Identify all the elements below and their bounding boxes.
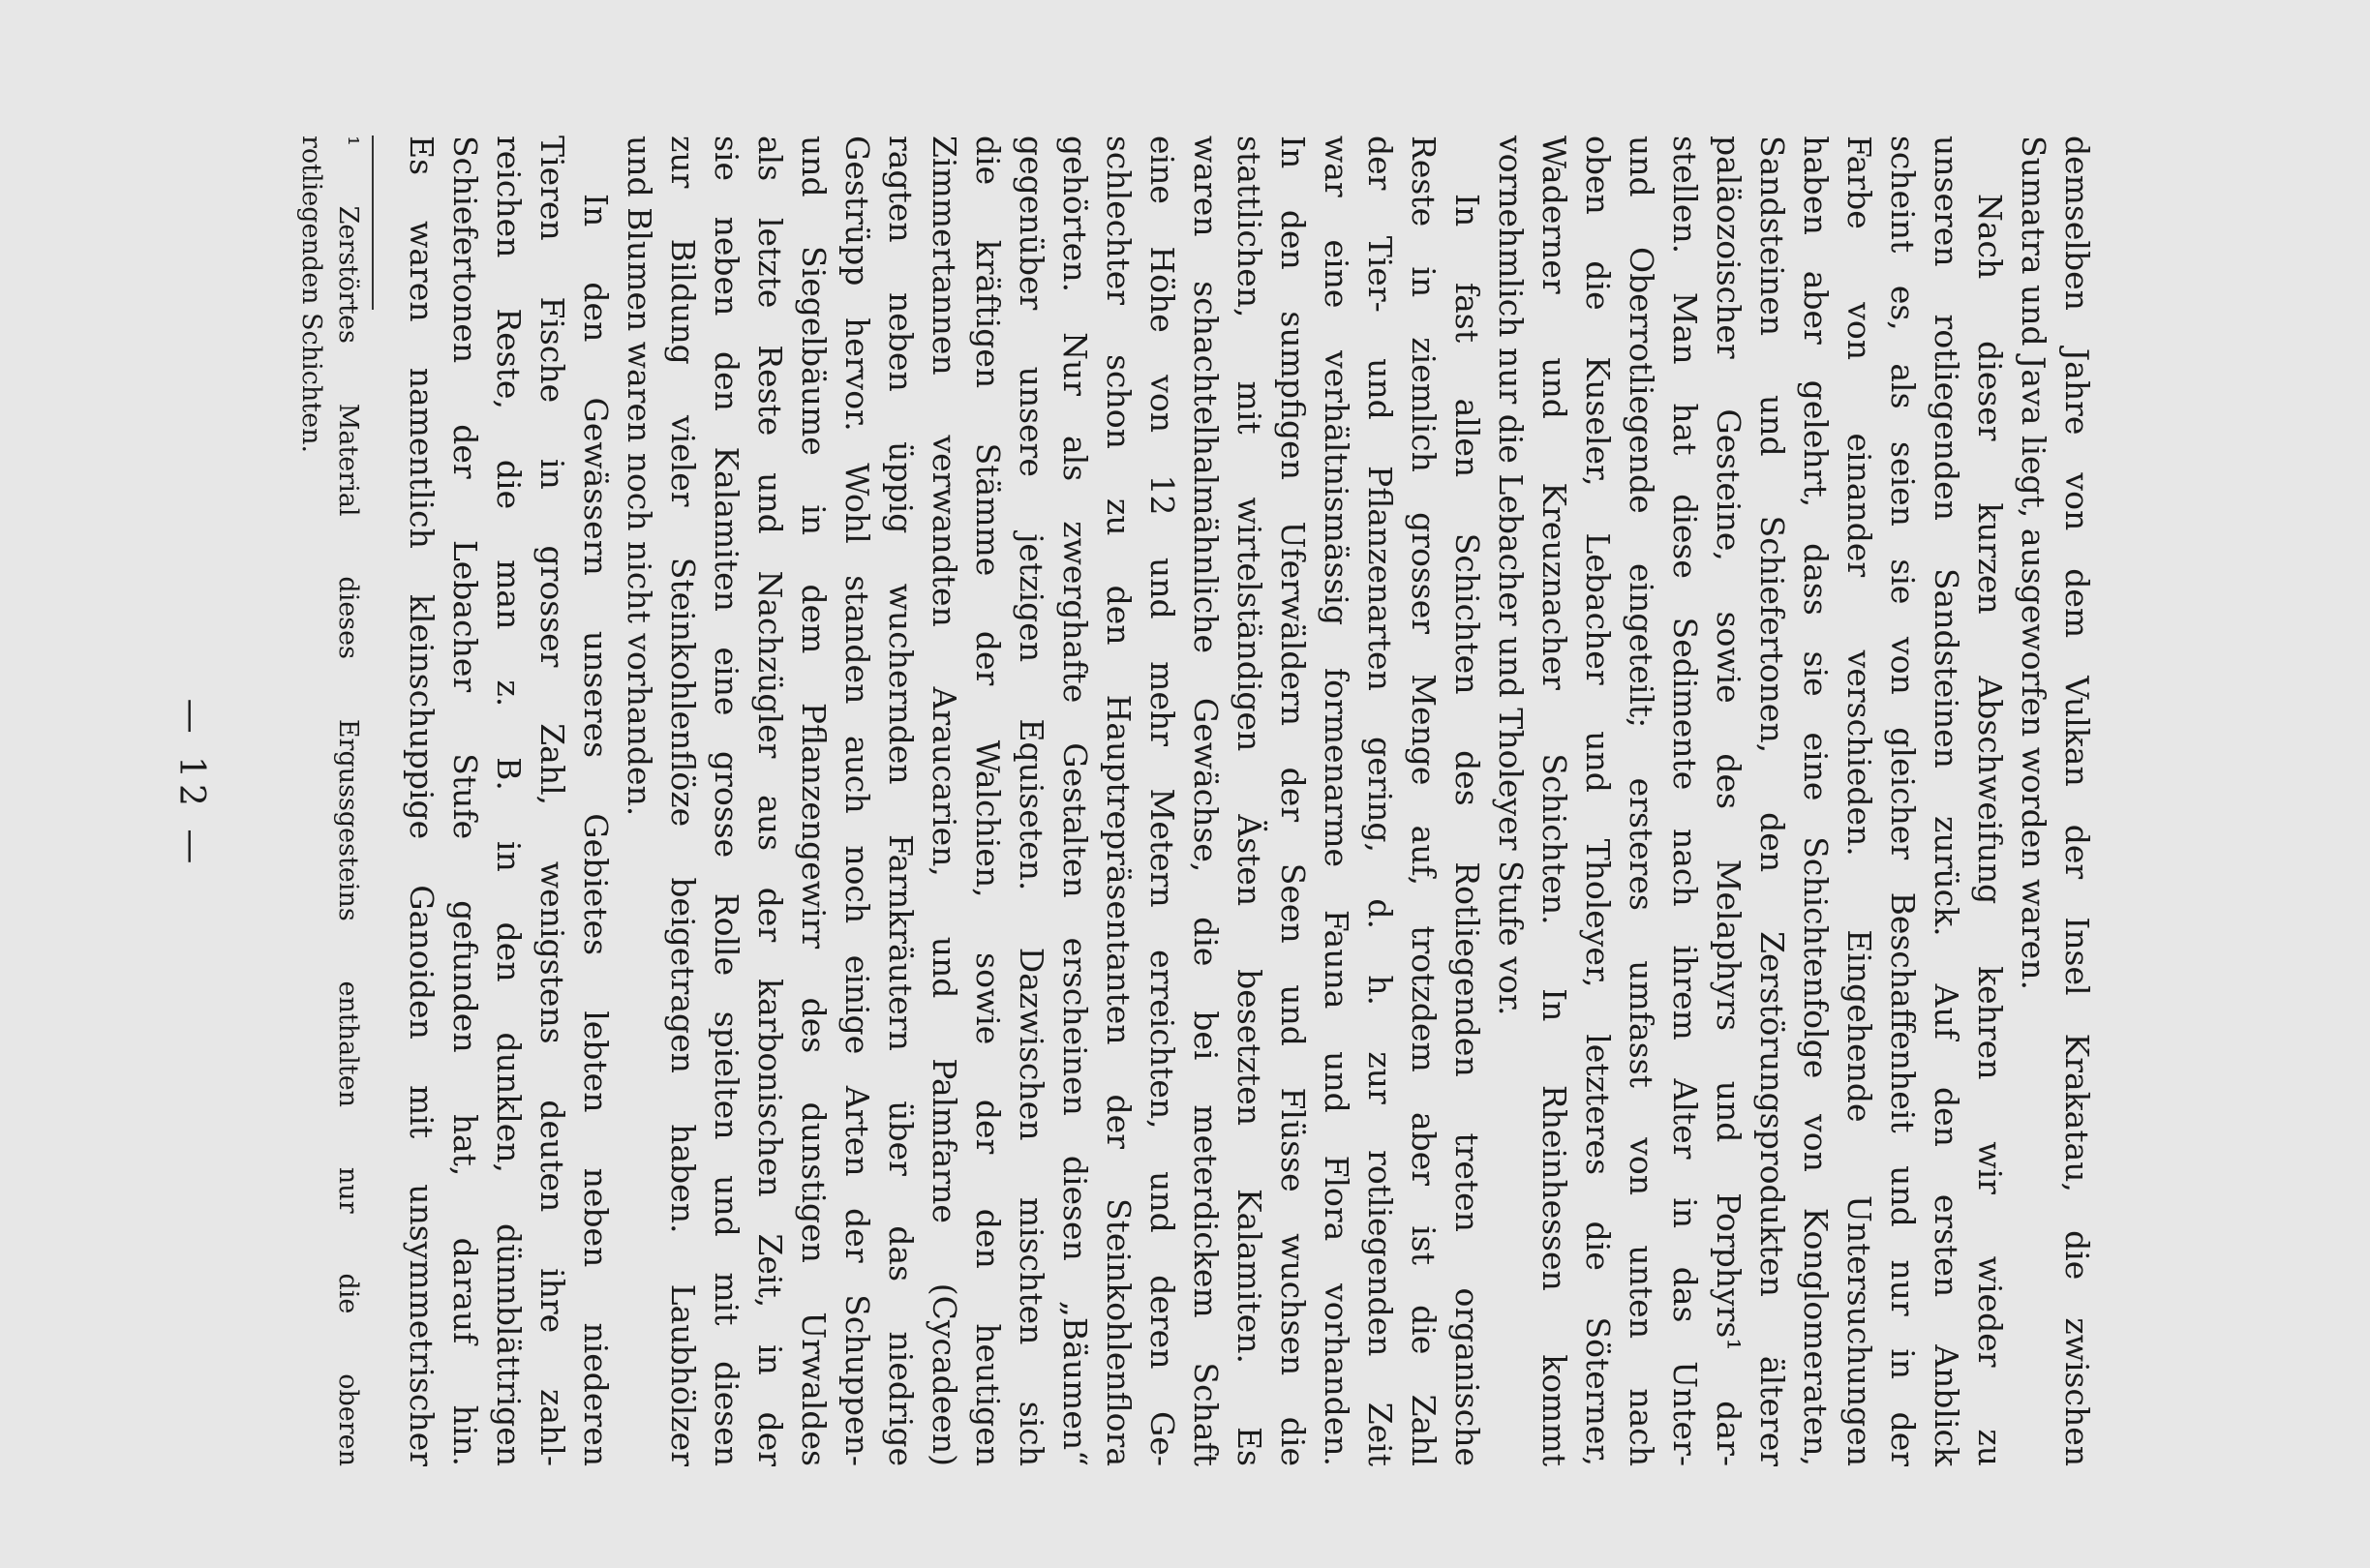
text-line: reichen Reste, die man z. B. in den dunklen, dünnblättrigen [490, 136, 528, 1466]
text-line: und Blumen waren noch nicht vorhanden. [621, 136, 658, 817]
paragraph-3 [618, 136, 1489, 1466]
text-line: sie neben den Kalamiten eine grosse Rolle spielten und mit diesen [708, 136, 745, 1466]
text-line: gegenüber unsere jetzigen Equiseten. Dazwischen mischten sich [1013, 136, 1050, 1466]
footnote-divider [372, 136, 374, 310]
text-line: gehörten. Nur als zwerghafte Gestalten erscheinen diesen „Bäumen“ [1056, 136, 1094, 1466]
footnote [292, 136, 366, 1466]
page-number: — 12 — [171, 698, 211, 870]
text-line: stattlichen, mit wirtelständigen Ästen besetzten Kalamiten. Es [1231, 136, 1268, 1466]
text-line: haben aber gelehrt, dass sie eine Schichtenfolge von Konglomeraten, [1797, 136, 1835, 1466]
text-line: und Oberrotliegende eingeteilt; ersteres umfasst von unten nach [1623, 136, 1660, 1466]
text-line: Farbe von einander verschieden. Eingehende Untersuchungen [1840, 136, 1878, 1466]
text-line: Sandsteinen und Schiefertonen, den Zerstörungsprodukten älterer [1753, 136, 1791, 1466]
text-line: Tieren Fische in grosser Zahl, wenigstens deuten ihre zahl- [533, 136, 571, 1466]
text-line: Sumatra und Java liegt, ausgeworfen worden waren. [2015, 136, 2052, 991]
text-line: stellen. Man hat diese Sedimente nach ihrem Alter in das Unter- [1666, 136, 1704, 1466]
text-line: Schiefertonen der Lebacher Stufe gefunden hat, darauf hin. [446, 136, 484, 1466]
footnote-line: rotliegenden Schichten. [296, 136, 326, 454]
text-line: der Tier- und Pflanzenarten gering, d. h. zur rotliegenden Zeit [1361, 136, 1399, 1466]
paragraph-2 [1489, 136, 2012, 1466]
paragraph-4 [400, 136, 618, 1466]
text-line: Nach dieser kurzen Abschweifung kehren wir wieder zu [1971, 194, 2009, 1466]
text-line: oben die Kuseler, Lebacher und Tholeyer, letzteres die Söterner, [1579, 136, 1617, 1466]
text-line: war eine verhältnismässig formenarme Fauna und Flora vorhanden. [1318, 136, 1355, 1466]
text-line: als letzte Reste und Nachzügler aus der karbonischen Zeit, in der [751, 136, 789, 1466]
text-line: ragten neben üppig wuchernden Farnkräutern über das niedrige [882, 136, 920, 1466]
text-line: scheint es, als seien sie von gleicher Beschaffenheit und nur in der [1884, 136, 1922, 1466]
text-line: waren schachtelhalmähnliche Gewächse, die bei meterdickem Schaft [1187, 136, 1225, 1466]
text-line: Es waren namentlich kleinschuppige Ganoiden mit unsymmetrischer [403, 136, 441, 1466]
text-line: die kräftigen Stämme der Walchien, sowie der den heutigen [969, 136, 1007, 1466]
text-line: Gestrüpp hervor. Wohl standen auch noch einige Arten der Schuppen- [838, 136, 876, 1466]
footnote-line: ¹ Zerstörtes Material dieses Ergussgesteins enthalten nur die oberen [333, 136, 363, 1466]
paragraph-1 [2012, 136, 2099, 1466]
text-line: und Siegelbäume in dem Pflanzengewirr des dunstigen Urwaldes [795, 136, 833, 1466]
text-line: vornehmlich nur die Lebacher und Tholeyer Stufe vor. [1492, 136, 1530, 1016]
text-line: In den sumpfigen Uferwäldern der Seen und Flüsse wuchsen die [1274, 136, 1312, 1466]
text-line: Reste in ziemlich grosser Menge auf, trotzdem aber ist die Zahl [1405, 136, 1443, 1466]
text-line: Zimmertannen verwandten Araucarien, und Palmfarne (Cycadeen) [926, 136, 963, 1466]
text-line: demselben Jahre von dem Vulkan der Insel Krakatau, die zwischen [2058, 136, 2096, 1466]
text-line: In den Gewässern unseres Gebietes lebten neben niederen [577, 194, 615, 1466]
text-line: paläozoischer Gesteine, sowie des Melaphyrs und Porphyrs¹ dar- [1710, 136, 1747, 1466]
body-text [400, 136, 2099, 1466]
text-line: eine Höhe von 12 und mehr Metern erreichten, und deren Ge- [1143, 136, 1181, 1466]
text-line: zur Bildung vieler Steinkohlenflöze beigetragen haben. Laubhölzer [664, 136, 702, 1466]
text-line: Waderner und Kreuznacher Schichten. In Rheinhessen kommt [1535, 136, 1573, 1466]
text-line: unseren rotliegenden Sandsteinen zurück. Auf den ersten Anblick [1928, 136, 1965, 1466]
text-line: schlechter schon zu den Hauptrepräsentanten der Steinkohlenflora [1100, 136, 1138, 1466]
text-line: In fast allen Schichten des Rotliegenden treten organische [1448, 194, 1486, 1466]
